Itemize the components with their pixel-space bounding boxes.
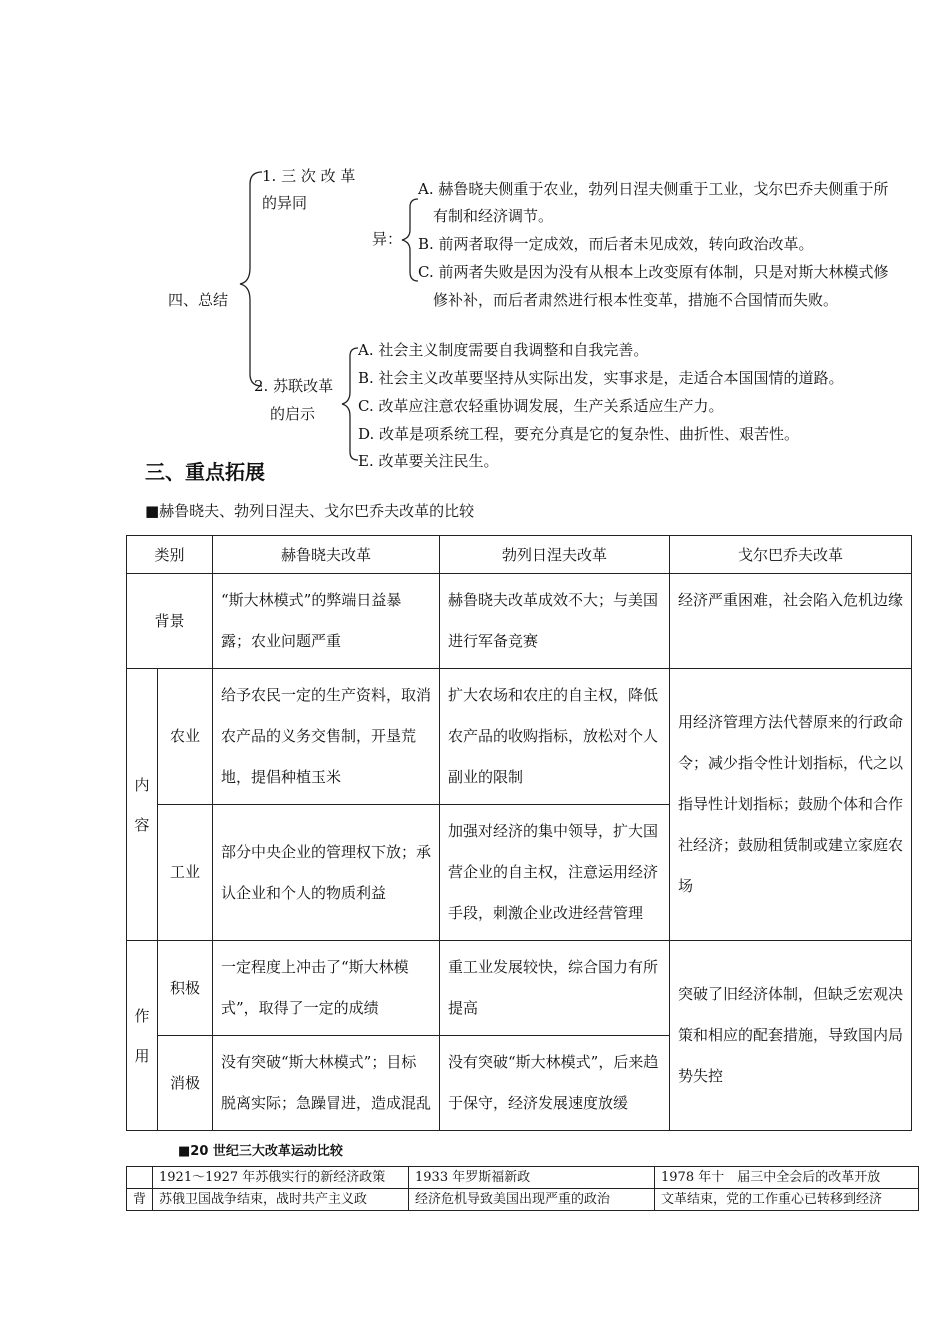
negative-brezhnev: 没有突破“斯大林模式”，后来趋于保守，经济发展速度放缓 [440,1036,670,1131]
agriculture-brezhnev: 扩大农场和农庄的自主权，降低农产品的收购指标，放松对个人副业的限制 [440,669,670,805]
table-row [127,1189,919,1211]
lessons-brace [342,348,358,460]
twentieth-century-reform-table [126,1166,919,1211]
table2-cell-new-deal: 经济危机导致美国出现严重的政治 [409,1189,655,1211]
background-brezhnev: 赫鲁晓夫改革成效不大；与美国进行军备竞赛 [440,574,670,669]
industry-label: 工业 [158,805,213,941]
content-label: 内容 [127,669,158,941]
main-brace [240,172,262,386]
lesson-d: D. 改革是项系统工程，要充分真是它的复杂性、曲折性、艰苦性。 [358,425,800,443]
background-label: 背景 [127,574,213,669]
lesson-c: C. 改革应注意农轻重协调发展，生产关系适应生产力。 [358,397,724,415]
header-category: 类别 [127,536,213,574]
summary-title: 四、总结 [168,291,229,309]
diff-item-c-line2: 修补补，而后者肃然进行根本性变革，措施不合国情而失败。 [433,291,839,309]
header-gorbachev: 戈尔巴乔夫改革 [670,536,912,574]
header-khrushchev: 赫鲁晓夫改革 [213,536,440,574]
branch1-line1: 1. 三 次 改 革 [262,167,356,185]
agriculture-label: 农业 [158,669,213,805]
diff-item-c-line1: C. 前两者失败是因为没有从根本上改变原有体制，只是对斯大林模式修 [418,263,889,281]
diff-brace [402,199,418,281]
diff-item-b: B. 前两者取得一定成效，而后者未见成效，转向政治改革。 [418,235,814,253]
table2-header-new-deal: 1933 年罗斯福新政 [409,1167,655,1189]
branch2-line1: 2. 苏联改革 [254,377,334,395]
agriculture-khrushchev: 给予农民一定的生产资料，取消农产品的义务交售制，开垦荒地，提倡种植玉米 [213,669,440,805]
table2-header-nep: 1921～1927 年苏俄实行的新经济政策 [153,1167,409,1189]
section-heading: 三、重点拓展 [145,460,265,484]
reform-comparison-table [126,535,912,1131]
diff-item-a-line2: 有制和经济调节。 [433,207,554,225]
table-header-row [127,536,912,574]
effect-gorbachev: 突破了旧经济体制，但缺乏宏观决策和相应的配套措施，导致国内局势失控 [670,941,912,1131]
positive-label: 积极 [158,941,213,1036]
table1-title: ■赫鲁晓夫、勃列日涅夫、戈尔巴乔夫改革的比较 [145,502,475,520]
lesson-e: E. 改革要关注民生。 [358,452,499,470]
table-row [127,669,912,805]
negative-label: 消极 [158,1036,213,1131]
table-row [127,941,912,1036]
table2-header-row [127,1167,919,1189]
effect-label: 作用 [127,941,158,1131]
header-brezhnev: 勃列日涅夫改革 [440,536,670,574]
background-gorbachev: 经济严重困难，社会陷入危机边缘 [670,574,912,669]
lesson-a: A. 社会主义制度需要自我调整和自我完善。 [358,341,649,359]
table2-header-reform-opening: 1978 年十 届三中全会后的改革开放 [655,1167,919,1189]
lesson-b: B. 社会主义改革要坚持从实际出发，实事求是，走适合本国国情的道路。 [358,369,844,387]
negative-khrushchev: 没有突破“斯大林模式”；目标脱离实际；急躁冒进，造成混乱 [213,1036,440,1131]
content-gorbachev: 用经济管理方法代替原来的行政命令；减少指令性计划指标，代之以指导性计划指标；鼓励个体和合作社经济；鼓励租赁制或建立家庭农场 [670,669,912,941]
table2-cell-reform-opening: 文革结束，党的工作重心已转移到经济 [655,1189,919,1211]
branch2-line2: 的启示 [270,405,316,423]
industry-brezhnev: 加强对经济的集中领导，扩大国营企业的自主权，注意运用经济手段，刺激企业改进经营管理 [440,805,670,941]
branch1-line2: 的异同 [262,194,308,212]
table2-header-blank [127,1167,153,1189]
diff-label: 异： [372,230,403,248]
positive-khrushchev: 一定程度上冲击了“斯大林模式”，取得了一定的成绩 [213,941,440,1036]
table2-cell-nep: 苏俄卫国战争结束，战时共产主义政 [153,1189,409,1211]
table2-row-label: 背 [127,1189,153,1211]
diff-item-a-line1: A. 赫鲁晓夫侧重于农业，勃列日涅夫侧重于工业，戈尔巴乔夫侧重于所 [418,180,889,198]
table2-title: ■20 世纪三大改革运动比较 [178,1144,343,1159]
table-row [127,574,912,669]
background-khrushchev: “斯大林模式”的弊端日益暴露；农业问题严重 [213,574,440,669]
positive-brezhnev: 重工业发展较快，综合国力有所提高 [440,941,670,1036]
industry-khrushchev: 部分中央企业的管理权下放；承认企业和个人的物质利益 [213,805,440,941]
